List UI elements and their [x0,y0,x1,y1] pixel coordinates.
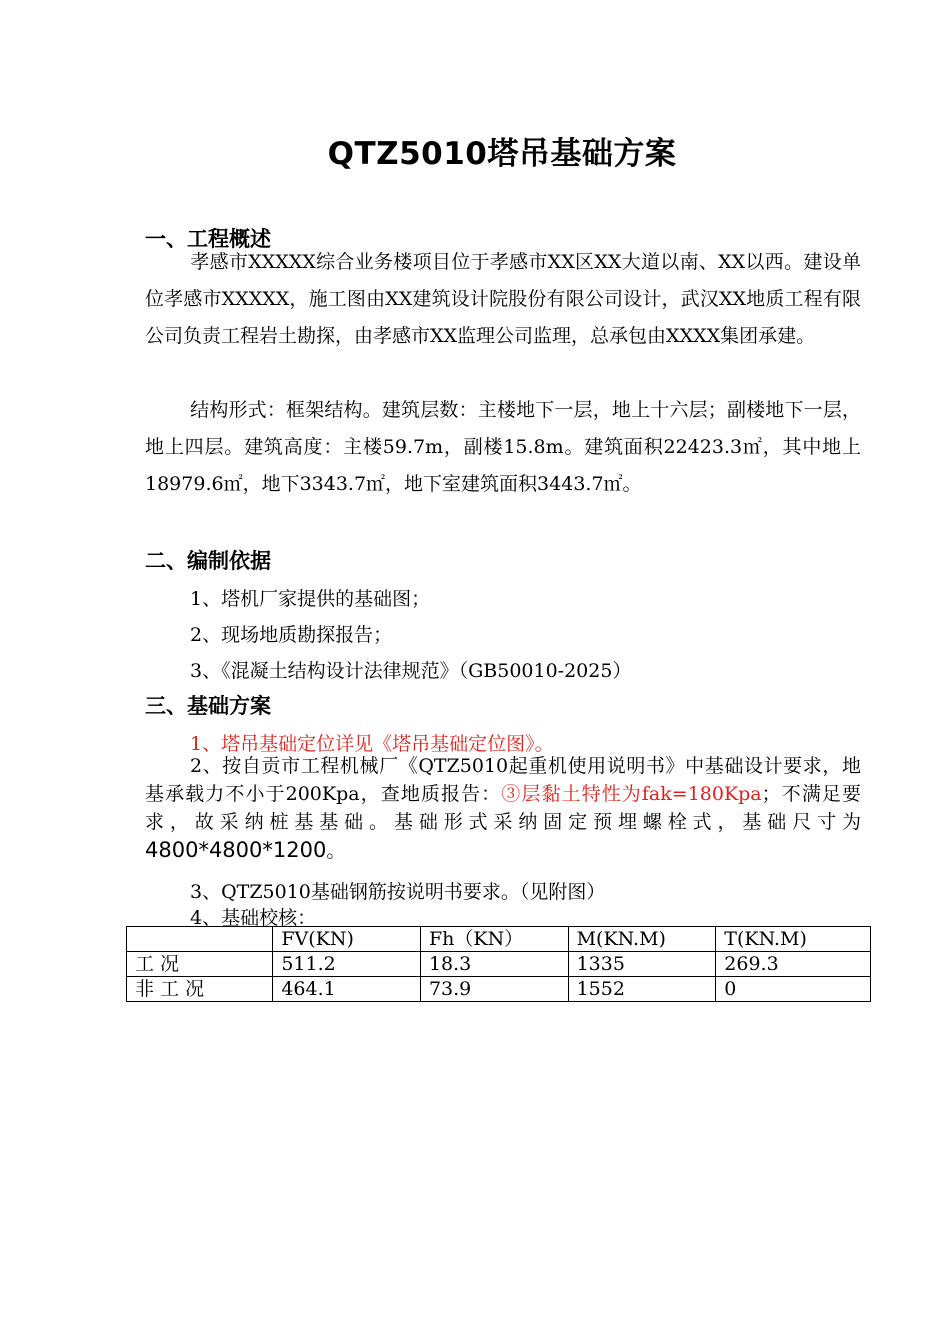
table-cell: 511.2 [273,952,421,977]
table-cell: 464.1 [273,977,421,1002]
overview-paragraph-1-text: 孝感市XXXXX综合业务楼项目位于孝感市XX区XX大道以南、XX以西。建设单位孝感市XXXXX，施工图由XX建筑设计院股份有限公司设计，武汉XX地质工程有限公司负责工程岩土勘探，由孝感市XX监理公司监理，总承包由XXXX集团承建。 [145,251,861,347]
table-header-cell: T(KN.M) [716,927,871,952]
page-title: QTZ5010塔吊基础方案 [327,136,677,172]
table-cell: 0 [716,977,871,1002]
table-cell: 269.3 [716,952,871,977]
basis-item-1: 1、塔机厂家提供的基础图； [190,588,431,610]
overview-paragraph-1 [145,244,861,355]
plan-item-3: 3、QTZ5010基础钢筋按说明书要求。（见附图） [190,881,606,903]
overview-paragraph-2 [145,392,861,503]
table-row [127,952,871,977]
table-cell: 1335 [568,952,716,977]
overview-paragraph-2-text: 结构形式：框架结构。建筑层数：主楼地下一层，地上十六层；副楼地下一层，地上四层。建筑高度：主楼59.7m，副楼15.8m。建筑面积22423.3㎡，其中地上18979.6㎡，地下3343.7㎡，地下室建筑面积3443.7㎡。 [145,399,861,495]
plan-item-2 [145,752,861,865]
foundation-check-table [126,926,871,1002]
table-cell: 18.3 [420,952,568,977]
plan-item-2-text-cont: ；不满足要求，故采纳桩基基础。基础形式采纳固定预埋螺栓式，基础尺寸为 [145,783,861,833]
table-cell: 非 工 况 [127,977,273,1002]
basis-item-3: 3、《混凝土结构设计法律规范》（GB50010-2025） [190,660,632,682]
basis-item-2: 2、现场地质勘探报告； [190,624,393,646]
section-heading-plan: 三、基础方案 [145,694,271,718]
table-cell: 1552 [568,977,716,1002]
table-row [127,977,871,1002]
table-header-row [127,927,871,952]
plan-item-2-highlight: ③层黏土特性为fak=180Kpa [501,783,762,805]
table-cell: 73.9 [420,977,568,1002]
table-header-cell: FV(KN) [273,927,421,952]
plan-item-1: 1、塔吊基础定位详见《塔吊基础定位图》。 [190,733,554,755]
table-header-cell: M(KN.M) [568,927,716,952]
table-header-cell: Fh（KN） [420,927,568,952]
table-cell: 工 况 [127,952,273,977]
section-heading-overview: 一、工程概述 [145,227,271,251]
plan-item-4: 4、基础校核： [190,907,317,929]
section-heading-basis: 二、编制依据 [145,549,271,573]
plan-item-2-text: 2、按自贡市工程机械厂《QTZ5010起重机使用说明书》中基础设计要求，地基承载力不小于200Kpa，查地质报告： [145,755,861,805]
plan-item-2-end: 。 [326,840,346,862]
table-header-cell [127,927,273,952]
foundation-size: 4800*4800*1200 [145,838,327,862]
